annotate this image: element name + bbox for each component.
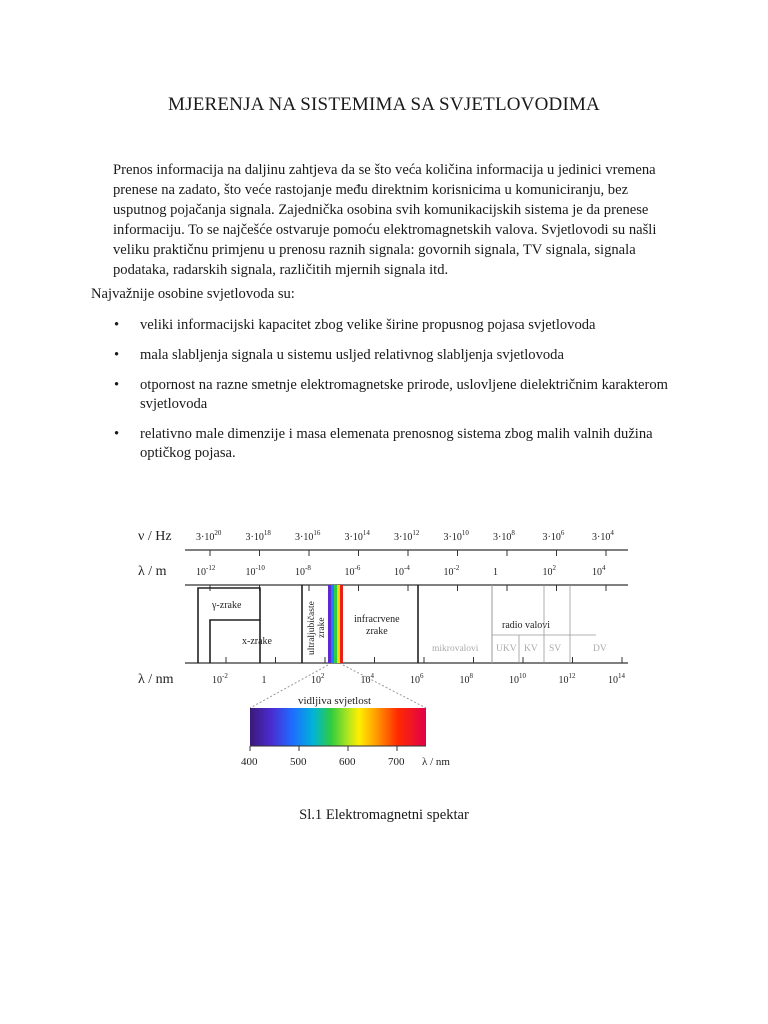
freq-tick-label: $3\cdot 10^4$ bbox=[592, 529, 614, 543]
m-tick-label: $10^2$ bbox=[542, 564, 556, 578]
visible-tick-label: 400 bbox=[241, 756, 258, 768]
m-tick-label: 1 bbox=[493, 567, 498, 578]
kv-label: KV bbox=[524, 644, 538, 654]
list-item bbox=[92, 376, 702, 414]
m-tick-label: $10^{-12}$ bbox=[196, 564, 216, 578]
visible-band-green bbox=[334, 585, 337, 663]
list-item-text: otpornost na razne smetnje elektromagnetske prirode, uslovljene dielektričnim karakterom svjetlovoda bbox=[140, 377, 669, 412]
m-tick-label: $10^{-6}$ bbox=[344, 564, 361, 578]
freq-tick-label: $3\cdot 10^{12}$ bbox=[394, 529, 420, 543]
ir-label-line2: zrake bbox=[366, 626, 388, 637]
visible-band-yellow bbox=[337, 585, 340, 663]
nm-tick-label: $10^4$ bbox=[360, 672, 374, 686]
nm-tick-label: 1 bbox=[261, 675, 267, 686]
list-lead: Najvažnije osobine svjetlovoda su: bbox=[91, 286, 295, 302]
nm-tick-label: $10^8$ bbox=[459, 672, 473, 686]
ukv-label: UKV bbox=[496, 644, 517, 654]
m-tick-group bbox=[196, 564, 606, 591]
properties-list bbox=[92, 316, 702, 474]
bullet-icon: • bbox=[114, 317, 120, 333]
intro-paragraph: Prenos informacija na daljinu zahtjeva da se što veća količina informacija u jedinici vremena prenese na zadato, što veće rastojanje među direktnim korisnicima u komuniciranju, bez usputnog pojačanja signala. Zajednička osobina svih komunikacijskih sistema je da prenese informaciju. To se najčešće ostvaruje pomoću elektromagnetskih valova. Svjetlovodi su našli veliku praktičnu primjenu u prenosu raznih signala: govornih signala, TV signala, signala podataka, radarskih signala, različitih mjernih signala itd. bbox=[113, 162, 657, 278]
em-spectrum-figure bbox=[130, 520, 640, 775]
sv-label: SV bbox=[549, 644, 562, 654]
uv-label-line1: ultraljubičaste bbox=[307, 601, 317, 655]
list-item-text: mala slabljenja signala u sistemu usljed relativnog slabljenja svjetlovoda bbox=[140, 347, 564, 363]
freq-tick-label: $3\cdot 10^8$ bbox=[493, 529, 515, 543]
microwave-label: mikrovalovi bbox=[432, 644, 479, 654]
list-item bbox=[92, 425, 702, 463]
radio-label: radio valovi bbox=[502, 620, 551, 631]
list-item-text: veliki informacijski kapacitet zbog velike širine propusnog pojasa svjetlovoda bbox=[140, 317, 596, 333]
freq-tick-label: $3\cdot 10^{20}$ bbox=[196, 529, 222, 543]
freq-tick-label: $3\cdot 10^6$ bbox=[542, 529, 565, 543]
nm-tick-label: $10^{-2}$ bbox=[212, 672, 228, 686]
document-title: MJERENJA NA SISTEMIMA SA SVJETLOVODIMA bbox=[168, 94, 600, 115]
freq-tick-group bbox=[196, 529, 614, 556]
bullet-icon: • bbox=[114, 377, 120, 393]
m-tick-label: $10^{-4}$ bbox=[394, 564, 410, 578]
freq-tick-label: $3\cdot 10^{10}$ bbox=[443, 529, 469, 543]
wavelength-nm-label: λ / nm bbox=[138, 672, 174, 687]
freq-tick-label: $3\cdot 10^{14}$ bbox=[344, 529, 370, 543]
ir-label-line1: infracrvene bbox=[354, 614, 400, 625]
nm-tick-label: $10^{14}$ bbox=[608, 672, 625, 686]
nm-tick-label: $10^{12}$ bbox=[558, 672, 576, 686]
visible-unit-label: λ / nm bbox=[422, 756, 450, 768]
nm-tick-label: $10^6$ bbox=[410, 672, 424, 686]
dv-label: DV bbox=[593, 644, 607, 654]
uv-label-line2: zrake bbox=[317, 617, 327, 638]
wavelength-m-label: λ / m bbox=[138, 564, 167, 579]
visible-light-title: vidljiva svjetlost bbox=[298, 695, 372, 707]
gamma-label: γ-zrake bbox=[212, 600, 242, 611]
visible-spectrum-bar bbox=[250, 708, 426, 746]
freq-tick-label: $3\cdot 10^{18}$ bbox=[245, 529, 271, 543]
list-item bbox=[92, 316, 702, 335]
nm-tick-label: $10^{10}$ bbox=[509, 672, 526, 686]
figure-caption: Sl.1 Elektromagnetni spektar bbox=[299, 807, 469, 823]
visible-band-red bbox=[340, 585, 343, 663]
visible-band-violet bbox=[328, 585, 331, 663]
m-tick-label: $10^4$ bbox=[592, 564, 606, 578]
bullet-icon: • bbox=[114, 347, 120, 363]
visible-tick-label: 600 bbox=[339, 756, 356, 768]
m-tick-label: $10^{-10}$ bbox=[245, 564, 265, 578]
nm-tick-label: $10^2$ bbox=[311, 672, 325, 686]
m-tick-label: $10^{-8}$ bbox=[295, 564, 311, 578]
list-item bbox=[92, 346, 702, 365]
visible-tick-label: 500 bbox=[290, 756, 307, 768]
visible-tick-label: 700 bbox=[388, 756, 405, 768]
m-tick-label: $10^{-2}$ bbox=[443, 564, 460, 578]
xray-label: x-zrake bbox=[242, 636, 272, 647]
bullet-icon: • bbox=[114, 426, 120, 442]
visible-band-blue bbox=[331, 585, 334, 663]
visible-tick-group bbox=[241, 746, 405, 768]
freq-tick-label: $3\cdot 10^{16}$ bbox=[295, 529, 321, 543]
freq-axis-label: ν / Hz bbox=[138, 529, 172, 544]
list-item-text: relativno male dimenzije i masa elemenata prenosnog sistema zbog malih valnih dužina optičkog pojasa. bbox=[140, 426, 653, 461]
